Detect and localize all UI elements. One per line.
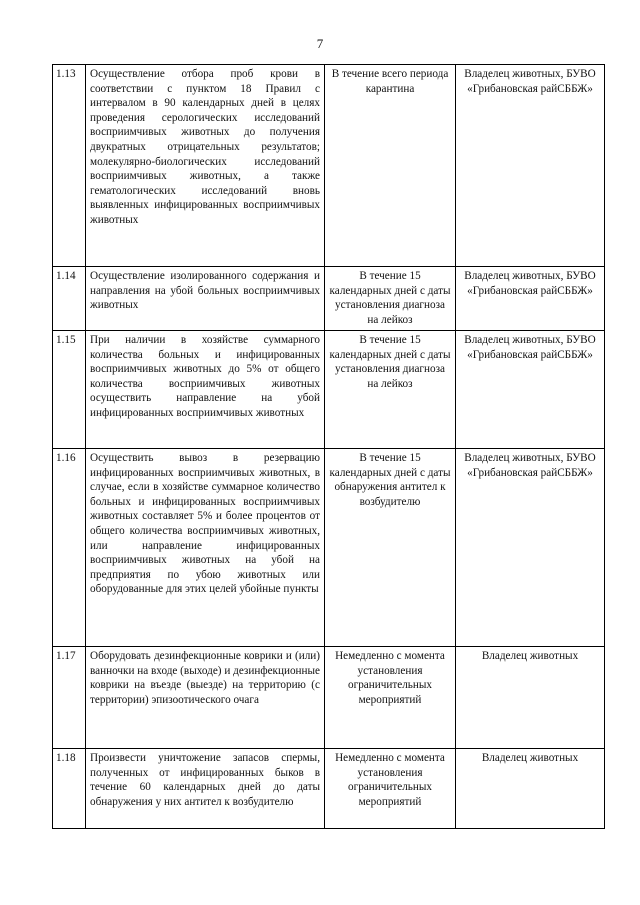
measure-term: В течение 15 календарных дней с даты обнаружения антител к возбудителю [325, 449, 456, 647]
table-row [53, 749, 605, 829]
row-number: 1.18 [53, 749, 86, 829]
measure-description: Произвести уничтожение запасов спермы, полученных от инфицированных быков в течение 60 календарных дней до даты обнаружения у них антител к возбудителю [86, 749, 325, 829]
measure-description: При наличии в хозяйстве суммарного количества больных и инфицированных восприимчивых животных до 5% от общего количества восприимчивых животных осуществить направление на убой инфицированных восприимчивых животных [86, 331, 325, 449]
measures-table [52, 64, 605, 829]
measure-term: Немедленно с момента установления ограничительных мероприятий [325, 647, 456, 749]
table-row [53, 65, 605, 267]
measure-responsible: Владелец животных, БУВО «Грибановская райСББЖ» [456, 449, 605, 647]
table-row [53, 449, 605, 647]
measure-responsible: Владелец животных, БУВО «Грибановская райСББЖ» [456, 65, 605, 267]
table-row [53, 267, 605, 331]
measure-description: Осуществление изолированного содержания и направления на убой больных восприимчивых животных [86, 267, 325, 331]
measure-description: Осуществить вывоз в резервацию инфицированных восприимчивых животных, в случае, если в хозяйстве суммарное количество больных и инфицированных восприимчивых животных составляет 5% и более процентов от общего количества восприимчивых животных, или направление инфицированных восприимчивых животных на убой на предприятия по убою животных или оборудованные для этих целей убойные пункты [86, 449, 325, 647]
table-row [53, 647, 605, 749]
measure-term: В течение 15 календарных дней с даты установления диагноза на лейкоз [325, 267, 456, 331]
measure-description: Оборудовать дезинфекционные коврики и (или) ванночки на входе (выходе) и дезинфекционные коврики на въезде (выезде) на территорию (с территории) эпизоотического очага [86, 647, 325, 749]
measure-responsible: Владелец животных [456, 647, 605, 749]
row-number: 1.17 [53, 647, 86, 749]
measure-responsible: Владелец животных, БУВО «Грибановская райСББЖ» [456, 331, 605, 449]
row-number: 1.15 [53, 331, 86, 449]
row-number: 1.13 [53, 65, 86, 267]
page-number: 7 [316, 36, 324, 51]
measure-term: В течение всего периода карантина [325, 65, 456, 267]
measure-term: Немедленно с момента установления ограничительных мероприятий [325, 749, 456, 829]
row-number: 1.14 [53, 267, 86, 331]
table-row [53, 331, 605, 449]
measure-description: Осуществление отбора проб крови в соответствии с пунктом 18 Правил с интервалом в 90 календарных дней в целях проведения серологических исследований восприимчивых животных до получения двукратных отрицательных результатов; молекулярно-биологических исследований восприимчивых животных, а также гематологических исследований вновь выявленных инфицированных восприимчивых животных [86, 65, 325, 267]
measure-term: В течение 15 календарных дней с даты установления диагноза на лейкоз [325, 331, 456, 449]
measure-responsible: Владелец животных [456, 749, 605, 829]
measure-responsible: Владелец животных, БУВО «Грибановская райСББЖ» [456, 267, 605, 331]
row-number: 1.16 [53, 449, 86, 647]
